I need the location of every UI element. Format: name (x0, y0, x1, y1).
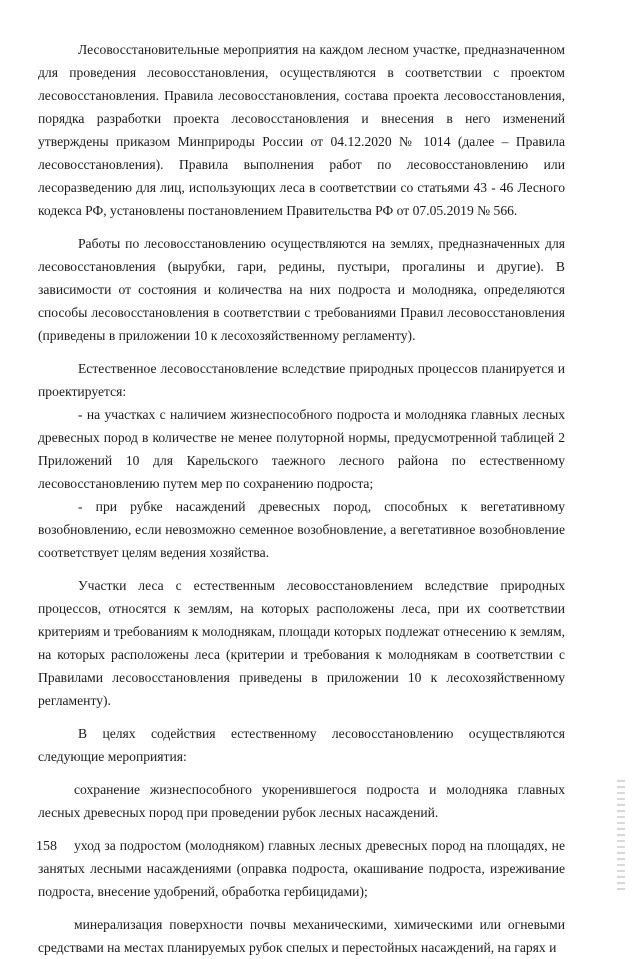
list-item-soil-mineralization: минерализация поверхности почвы механическими, химическими или огневыми средствами на местах планируемых рубок спелых и перестойных насаждений, на гарях и (38, 917, 565, 955)
paragraph-assistance-measures: В целях содействия естественному лесовосстановлению осуществляются следующие мероприятия: (38, 726, 565, 764)
paragraph-natural-plots: Участки леса с естественным лесовосстановлением вследствие природных процессов, относятся к землям, на которых расположены леса, при их соответствии критериям и требованиям к молоднякам, площади которых подлежат отнесению к землям, на которых расположены леса (критерии и требования к молоднякам в соответствии с Правилами лесовосстановления приведены в приложении 10 к лесохозяйственному регламенту). (38, 578, 565, 708)
document-body (38, 38, 565, 959)
list-item-care-undergrowth: уход за подростом (молодняком) главных лесных древесных пород на площадях, не занятых лесными насаждениями (оправка подроста, окашивание подроста, изреживание подроста, внесение удобрений, обработка гербицидами); (38, 838, 565, 899)
margin-stamp (617, 780, 625, 890)
page-number: 158 (36, 839, 57, 854)
paragraph-natural-reforestation: Естественное лесовосстановление вследствие природных процессов планируется и проектируется: (38, 361, 565, 399)
paragraph-reforestation-measures: Лесовосстановительные мероприятия на каждом лесном участке, предназначенном для проведения лесовосстановления, осуществляются в соответствии с проектом лесовосстановления. Правила лесовосстановления, состава проекта лесовосстановления, порядка разработки проекта лесовосстановления и внесения в него изменений утверждены приказом Минприроды России от 04.12.2020 № 1014 (далее – Правила лесовосстановления). Правила выполнения работ по лесовосстановлению или лесоразведению для лиц, использующих леса в соответствии со статьями 43 - 46 Лесного кодекса РФ, установлены постановлением Правительства РФ от 07.05.2019 № 566. (38, 42, 565, 218)
list-item-preserve-undergrowth: сохранение жизнеспособного укоренившегося подроста и молодняка главных лесных древесных пород при проведении рубок лесных насаждений. (38, 782, 565, 820)
paragraph-reforestation-works: Работы по лесовосстановлению осуществляются на землях, предназначенных для лесовосстановления (вырубки, гари, редины, пустыри, прогалины и другие). В зависимости от состояния и количества на них подроста и молодняка, определяются способы лесовосстановления в соответствии с требованиями Правил лесовосстановления (приведены в приложении 10 к лесохозяйственному регламенту). (38, 236, 565, 343)
list-item-vegetative-renewal: - при рубке насаждений древесных пород, способных к вегетативному возобновлению, если невозможно семенное возобновление, а вегетативное возобновление соответствует целям ведения хозяйства. (38, 499, 565, 560)
list-item-undergrowth-sites: - на участках с наличием жизнеспособного подроста и молодняка главных лесных древесных пород в количестве не менее полуторной нормы, предусмотренной таблицей 2 Приложений 10 для Карельского таежного лесного района по естественному лесовосстановлению путем мер по сохранению подроста; (38, 407, 565, 491)
